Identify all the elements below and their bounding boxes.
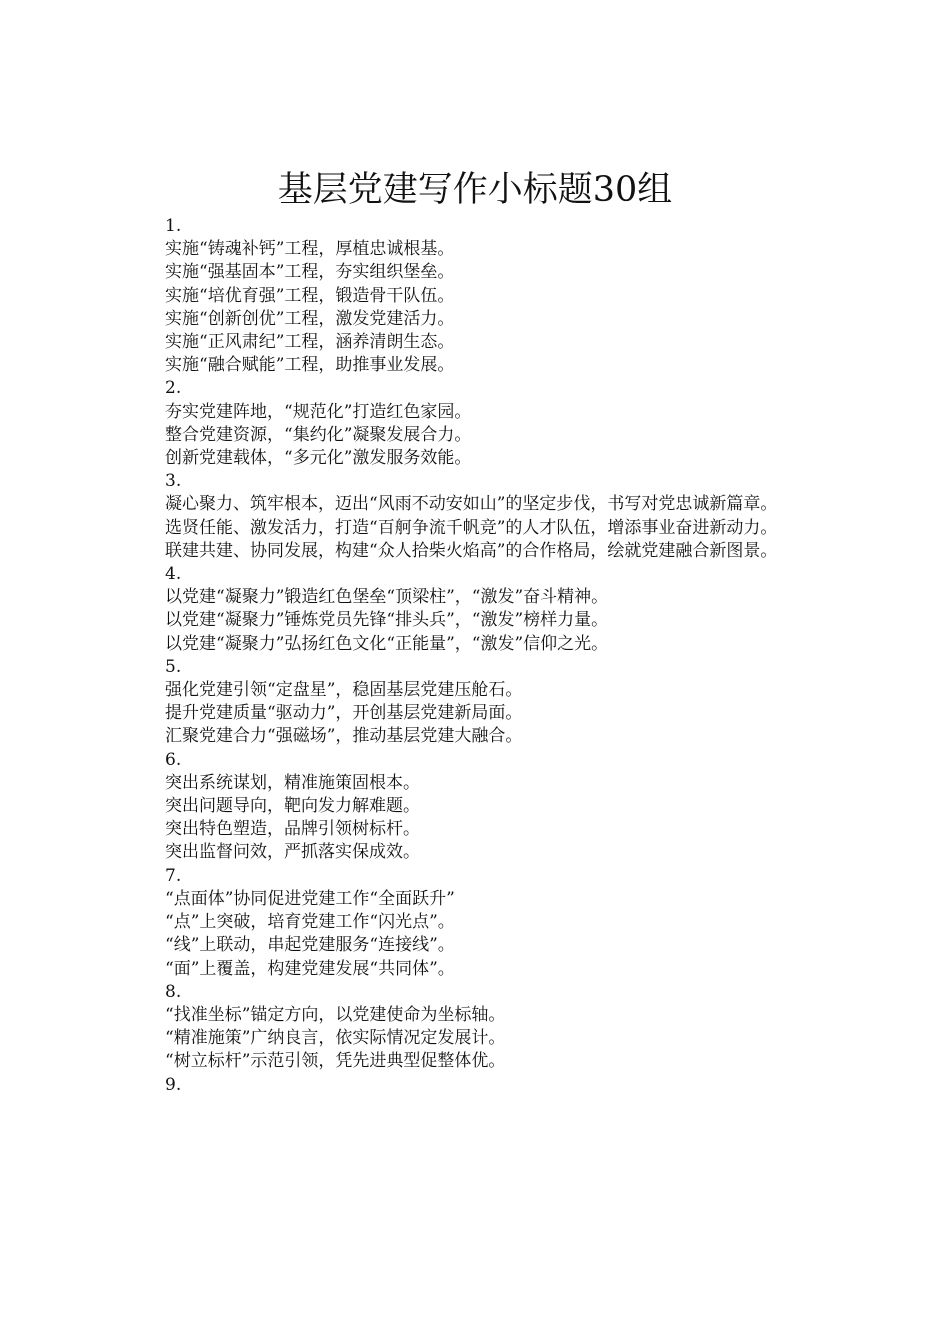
section-number: 5. [165, 656, 182, 677]
list-item: 整合党建资源，“集约化”凝聚发展合力。 [165, 424, 472, 445]
section-number: 3. [165, 471, 182, 492]
list-item: “精准施策”广纳良言，依实际情况定发展计。 [165, 1028, 506, 1049]
list-item: 突出特色塑造，品牌引领树标杆。 [165, 819, 420, 840]
list-item: 突出问题导向，靶向发力解难题。 [165, 796, 420, 817]
list-item: “面”上覆盖，构建党建发展“共同体”。 [165, 958, 455, 979]
list-item: 实施“培优育强”工程，锻造骨干队伍。 [165, 285, 455, 306]
list-item: 凝心聚力、筑牢根本，迈出“风雨不动安如山”的坚定步伐，书写对党忠诚新篇章。 [165, 494, 778, 515]
list-item: 实施“铸魂补钙”工程，厚植忠诚根基。 [165, 239, 455, 260]
list-item: 以党建“凝聚力”弘扬红色文化“正能量”，“激发”信仰之光。 [165, 633, 609, 654]
list-item: 实施“融合赋能”工程，助推事业发展。 [165, 355, 455, 376]
document-body [128, 215, 832, 1097]
section-number: 4. [165, 564, 182, 585]
list-item: “找准坐标”锚定方向，以党建使命为坐标轴。 [165, 1004, 506, 1025]
section-number: 9. [165, 1074, 182, 1095]
list-item: “点”上突破，培育党建工作“闪光点”。 [165, 912, 455, 933]
list-item: “线”上联动，串起党建服务“连接线”。 [165, 935, 455, 956]
list-item: 突出监督问效，严抓落实保成效。 [165, 842, 420, 863]
list-item: 夯实党建阵地，“规范化”打造红色家园。 [165, 401, 472, 422]
section-number: 8. [165, 981, 182, 1002]
list-item: 实施“强基固本”工程，夯实组织堡垒。 [165, 262, 455, 283]
list-item: “点面体”协同促进党建工作“全面跃升” [165, 888, 455, 909]
list-item: 以党建“凝聚力”锻造红色堡垒“顶梁柱”，“激发”奋斗精神。 [165, 587, 609, 608]
list-item: 实施“正风肃纪”工程，涵养清朗生态。 [165, 332, 455, 353]
section-number: 1. [165, 216, 182, 236]
list-item: 实施“创新创优”工程，激发党建活力。 [165, 308, 455, 329]
section-number: 7. [165, 865, 182, 886]
list-item: “树立标杆”示范引领，凭先进典型促整体优。 [165, 1051, 506, 1072]
list-item: 突出系统谋划，精准施策固根本。 [165, 772, 420, 793]
section-number: 6. [165, 749, 182, 770]
list-item: 选贤任能、激发活力，打造“百舸争流千帆竞”的人才队伍，增添事业奋进新动力。 [165, 517, 778, 538]
document-title: 基层党建写作小标题30组 [277, 170, 673, 210]
list-item: 强化党建引领“定盘星”，稳固基层党建压舱石。 [165, 680, 523, 701]
list-item: 联建共建、协同发展，构建“众人拾柴火焰高”的合作格局，绘就党建融合新图景。 [165, 540, 778, 561]
list-item: 汇聚党建合力“强磁场”，推动基层党建大融合。 [165, 726, 523, 747]
list-item: 创新党建载体，“多元化”激发服务效能。 [165, 448, 472, 469]
list-item: 提升党建质量“驱动力”，开创基层党建新局面。 [165, 703, 523, 724]
list-item: 以党建“凝聚力”锤炼党员先锋“排头兵”，“激发”榜样力量。 [165, 610, 609, 631]
section-number: 2. [165, 378, 182, 399]
